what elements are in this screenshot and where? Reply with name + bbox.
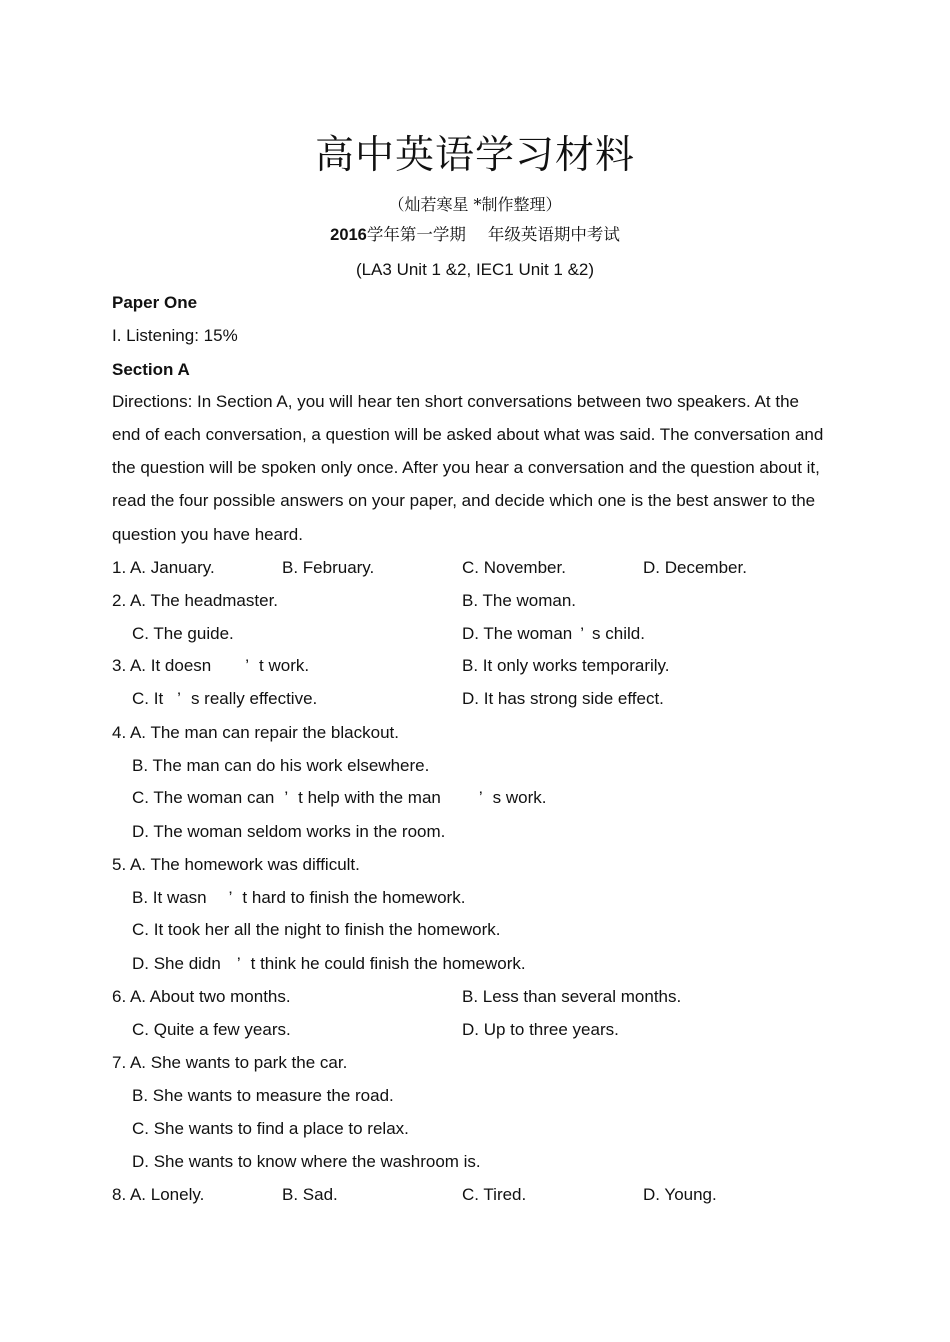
directions-line: Directions: In Section A, you will hear ten short conversations between two speakers. At the — [112, 392, 799, 411]
q1-option-a: 1. A. January. — [112, 558, 215, 577]
q5-option-a: 5. A. The homework was difficult. — [112, 855, 360, 874]
q7-option-b: B. She wants to measure the road. — [132, 1086, 394, 1105]
q6-option-c: C. Quite a few years. — [132, 1020, 291, 1039]
directions-line: the question will be spoken only once. After you hear a conversation and the question about it, — [112, 458, 820, 477]
q1-option-d: D. December. — [643, 558, 747, 577]
q8-option-b: B. Sad. — [282, 1185, 338, 1204]
q6-option-a: 6. A. About two months. — [112, 987, 291, 1006]
q3-option-d: D. It has strong side effect. — [462, 689, 664, 708]
q2-option-c: C. The guide. — [132, 624, 234, 643]
q6-option-b: B. Less than several months. — [462, 987, 682, 1006]
page-title: 高中英语学习材料 — [314, 133, 635, 178]
q3-option-a: 3. A. It doesn ’ t work. — [112, 656, 310, 675]
q4-option-c: C. The woman can ’ t help with the man ’ s work. — [132, 788, 547, 807]
q4-option-d: D. The woman seldom works in the room. — [132, 822, 446, 841]
directions-line: read the four possible answers on your paper, and decide which one is the best answer to the — [112, 491, 816, 510]
q1-option-b: B. February. — [282, 558, 375, 577]
exam-scope: (LA3 Unit 1 &2, IEC1 Unit 1 &2) — [355, 260, 595, 279]
q8-option-c: C. Tired. — [462, 1185, 527, 1204]
directions-line: question you have heard. — [112, 525, 303, 544]
q1-option-c: C. November. — [462, 558, 566, 577]
credit-line: （灿若寒星 *制作整理） — [388, 195, 562, 214]
q3-option-c: C. It ’ s really effective. — [132, 689, 318, 708]
q2-option-d: D. The woman ’ s child. — [462, 624, 645, 643]
section-heading: Section A — [112, 360, 190, 379]
q4-option-a: 4. A. The man can repair the blackout. — [112, 723, 399, 742]
exam-name: 年级英语期中考试 — [487, 226, 620, 244]
q8-option-d: D. Young. — [643, 1185, 717, 1204]
q5-option-b: B. It wasn ’ t hard to finish the homework. — [132, 888, 466, 907]
q7-option-c: C. She wants to find a place to relax. — [132, 1119, 409, 1138]
q5-option-c: C. It took her all the night to finish the homework. — [132, 920, 501, 939]
q2-option-a: 2. A. The headmaster. — [112, 591, 279, 610]
q7-option-a: 7. A. She wants to park the car. — [112, 1053, 348, 1072]
q4-option-b: B. The man can do his work elsewhere. — [132, 756, 430, 775]
exam-year: 2016 — [330, 226, 367, 244]
q7-option-d: D. She wants to know where the washroom is. — [132, 1152, 481, 1171]
q3-option-b: B. It only works temporarily. — [462, 656, 670, 675]
q6-option-d: D. Up to three years. — [462, 1020, 619, 1039]
exam-term: 学年第一学期 — [366, 226, 466, 244]
q8-option-a: 8. A. Lonely. — [112, 1185, 205, 1204]
q2-option-b: B. The woman. — [462, 591, 577, 610]
directions-line: end of each conversation, a question will be asked about what was said. The conversation and — [112, 425, 824, 444]
part-heading: I. Listening: 15% — [112, 326, 238, 345]
q5-option-d: D. She didn ’ t think he could finish the homework. — [132, 954, 526, 973]
exam-title-line — [0, 223, 950, 247]
paper-heading: Paper One — [112, 293, 198, 312]
